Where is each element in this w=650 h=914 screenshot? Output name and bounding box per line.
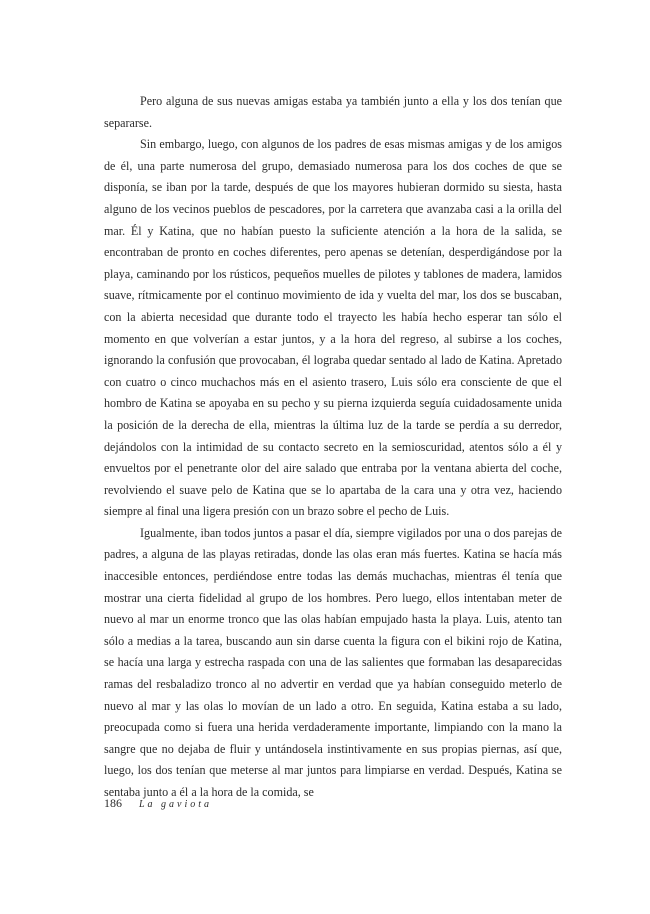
running-title: La gaviota <box>139 799 213 810</box>
body-text <box>104 91 562 804</box>
page-footer <box>104 795 212 813</box>
paragraph: Igualmente, iban todos juntos a pasar el día, siempre vigilados por una o dos parejas de padres, a alguna de las playas retiradas, donde las olas eran más fuertes. Katina se hacía más inaccesible entonces, perdiéndose entre todas las demás muchachas, mientras él tenía que mostrar una cierta fidelidad al grupo de los hombres. Pero luego, ellos intentaban meter de nuevo al mar un enorme tronco que las olas habían empujado hasta la playa. Luis, atento tan sólo a medias a la tarea, buscando aun sin darse cuenta la figura con el bikini rojo de Katina, se hacía una larga y estrecha raspada con una de las salientes que formaban las desaparecidas ramas del resbaladizo tronco al no advertir en verdad que ya habían conseguido meterlo de nuevo al mar y las olas lo movían de un lado a otro. En seguida, Katina estaba a su lado, preocupada como si fuera una herida verdaderamente importante, limpiando con la mano la sangre que no dejaba de fluir y untándosela instintivamente en sus propias piernas, así que, luego, los dos tenían que meterse al mar juntos para limpiarse en verdad. Después, Katina se sentaba junto a él a la hora de la comida, se <box>104 525 562 799</box>
page-number: 186 <box>104 796 122 810</box>
paragraph: Pero alguna de sus nuevas amigas estaba ya también junto a ella y los dos tenían que separarse. <box>104 94 562 130</box>
paragraph: Sin embargo, luego, con algunos de los padres de esas mismas amigas y de los amigos de él, una parte numerosa del grupo, demasiado numerosa para los dos coches de que se disponía, se iban por la tarde, después de que los mayores hubieran dormido su siesta, hasta alguno de los vecinos pueblos de pescadores, por la carretera que avanzaba casi a la orilla del mar. Él y Katina, que no habían puesto la suficiente atención a la hora de la salida, se encontraban de pronto en coches diferentes, pero apenas se detenían, desperdigándose por la playa, caminando por los rústicos, pequeños muelles de pilotes y tablones de madera, lamidos suave, rítmicamente por el continuo movimiento de ida y vuelta del mar, los dos se buscaban, con la abierta necesidad que durante todo el trayecto les había hecho esperar tan sólo el momento en que volverían a estar juntos, y a la hora del regreso, al subirse a los coches, ignorando la confusión que provocaban, él lograba quedar sentado al lado de Katina. Apretado con cuatro o cinco muchachos más en el asiento trasero, Luis sólo era consciente de que el hombro de Katina se apoyaba en su pecho y su pierna izquierda seguía cuidadosamente unida la posición de la derecha de ella, mientras la última luz de la tarde se perdía a su derredor, dejándolos con la intimidad de su contacto secreto en la semioscuridad, atentos sólo a él y envueltos por el penetrante olor del aire salado que entraba por la ventana abierta del coche, revolviendo el suave pelo de Katina que se lo apartaba de la cara una y otra vez, haciendo siempre al final una ligera presión con un brazo sobre el pecho de Luis. <box>104 137 562 519</box>
